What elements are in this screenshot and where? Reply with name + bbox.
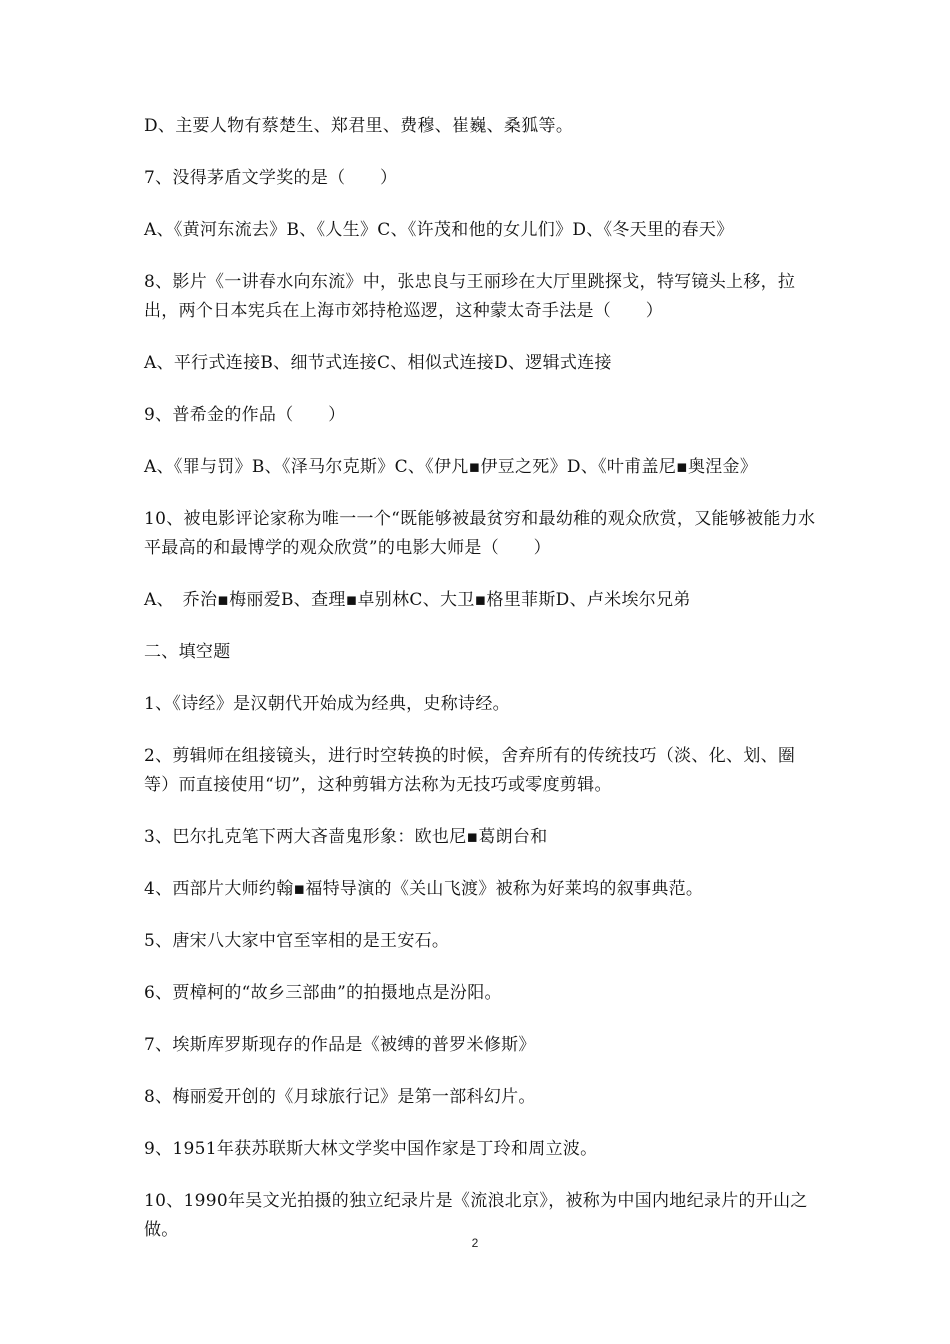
page-content — [144, 112, 820, 1268]
options-q8: A、平行式连接B、细节式连接C、相似式连接D、逻辑式连接 — [144, 353, 612, 373]
options-q10: A、 乔治▪梅丽爱B、查理▪卓别林C、大卫▪格里菲斯D、卢米埃尔兄弟 — [144, 590, 691, 610]
fill-in-1: 1、《诗经》是汉朝代开始成为经典，史称诗经。 — [144, 694, 510, 714]
question-10: 10、被电影评论家称为唯一一个“既能够被最贫穷和最幼稚的观众欣赏，又能够被能力水平最高的和最博学的观众欣赏”的电影大师是（ ） — [144, 509, 816, 558]
fill-in-9: 9、1951年获苏联斯大林文学奖中国作家是丁玲和周立波。 — [144, 1139, 598, 1159]
fill-in-10: 10、1990年吴文光拍摄的独立纪录片是《流浪北京》，被称为中国内地纪录片的开山之做。 — [144, 1191, 808, 1240]
fill-in-8: 8、梅丽爱开创的《月球旅行记》是第一部科幻片。 — [144, 1087, 536, 1107]
page-number: 2 — [471, 1236, 479, 1250]
fill-in-4: 4、西部片大师约翰▪福特导演的《关山飞渡》被称为好莱坞的叙事典范。 — [144, 879, 704, 899]
question-9: 9、普希金的作品（ ） — [144, 405, 346, 425]
fill-in-7: 7、埃斯库罗斯现存的作品是《被缚的普罗米修斯》 — [144, 1035, 536, 1055]
question-7: 7、没得茅盾文学奖的是（ ） — [144, 168, 398, 188]
options-q7: A、《黄河东流去》B、《人生》C、《许茂和他的女儿们》D、《冬天里的春天》 — [144, 220, 734, 240]
question-8: 8、影片《一讲春水向东流》中，张忠良与王丽珍在大厅里跳探戈，特写镜头上移，拉出，两个日本宪兵在上海市郊持枪巡逻，这种蒙太奇手法是（ ） — [144, 272, 796, 321]
option-line-d-q6: D、主要人物有蔡楚生、郑君里、费穆、崔巍、桑狐等。 — [144, 116, 574, 136]
options-q9: A、《罪与罚》B、《泽马尔克斯》C、《伊凡▪伊豆之死》D、《叶甫盖尼▪奥涅金》 — [144, 457, 758, 477]
fill-in-5: 5、唐宋八大家中官至宰相的是王安石。 — [144, 931, 450, 951]
fill-in-2: 2、剪辑师在组接镜头，进行时空转换的时候，舍弃所有的传统技巧（淡、化、划、圈等）而直接使用“切”，这种剪辑方法称为无技巧或零度剪辑。 — [144, 746, 796, 795]
section-heading-fill-in: 二、填空题 — [144, 642, 231, 662]
fill-in-3: 3、巴尔扎克笔下两大吝啬鬼形象：欧也尼▪葛朗台和 — [144, 827, 548, 847]
fill-in-6: 6、贾樟柯的“故乡三部曲”的拍摄地点是汾阳。 — [144, 983, 502, 1003]
